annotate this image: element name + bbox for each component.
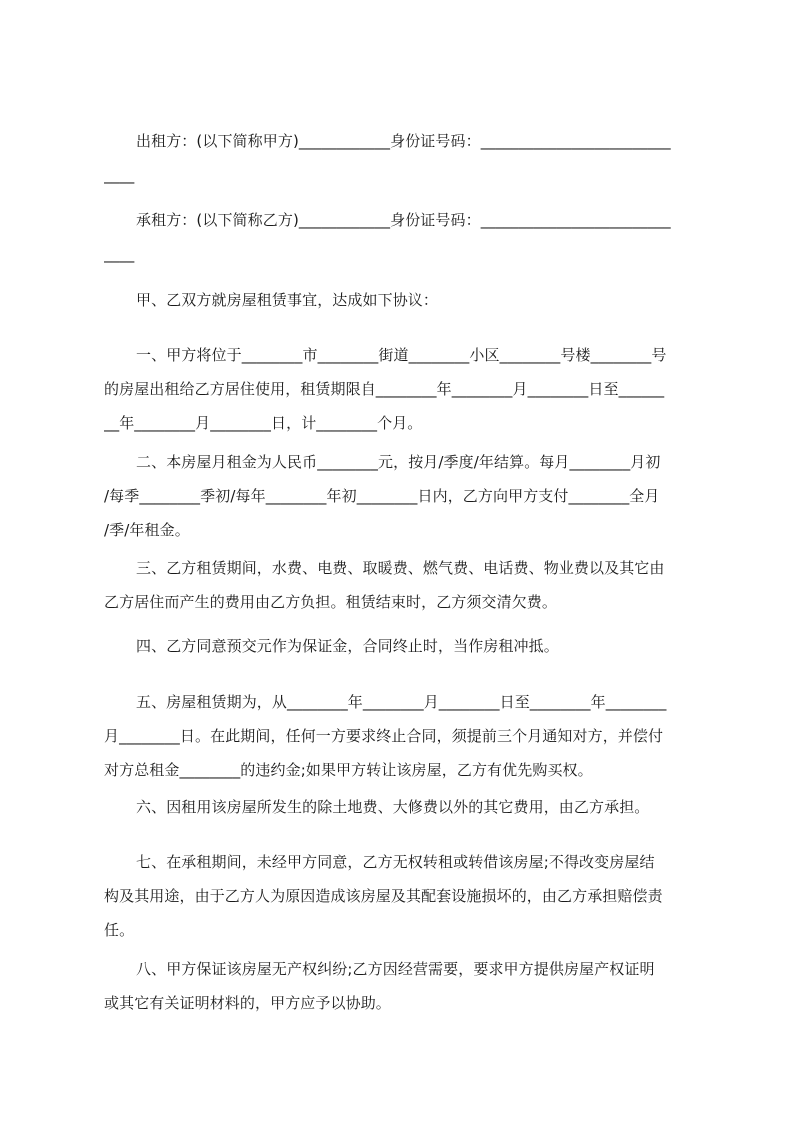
- agreement-intro: [104, 283, 700, 317]
- clause-8-line-2: 或其它有关证明材料的，甲方应予以协助。: [104, 994, 391, 1012]
- clause-5-line-2: 月________日。在此期间，任何一方要求终止合同，须提前三个月通知对方，并偿付: [104, 727, 664, 745]
- clause-4: [104, 629, 700, 663]
- clause-5-line-3: 对方总租金________的违约金;如果甲方转让该房屋，乙方有优先购买权。: [104, 761, 593, 779]
- clause-7-line-2: 构及其用途，由于乙方人为原因造成该房屋及其配套设施损坏的，由乙方承担赔偿责: [104, 887, 663, 905]
- clause-1-line-2: 的房屋出租给乙方居住使用，租赁期限自________年________月________日至______: [104, 380, 665, 398]
- lessee-line-1: 承租方：(以下简称乙方)____________身份证号码：_________________________: [136, 211, 671, 229]
- lessor-line-1: 出租方：(以下简称甲方)____________身份证号码：_________________________: [136, 132, 671, 150]
- clause-3: [104, 551, 700, 619]
- clause-8-line-1: 八、甲方保证该房屋无产权纠纷;乙方因经营需要，要求甲方提供房屋产权证明: [136, 960, 655, 978]
- clause-6: [104, 790, 700, 824]
- clause-1: [104, 338, 700, 440]
- clause-7-line-3: 任。: [104, 921, 135, 939]
- clause-3-line-1: 三、乙方租赁期间，水费、电费、取暖费、燃气费、电话费、物业费以及其它由: [136, 559, 665, 577]
- clause-2-line-2: /每季________季初/每年________年初________日内，乙方向甲方支付________全月: [104, 487, 660, 505]
- clause-6-line-1: 六、因租用该房屋所发生的除土地费、大修费以外的其它费用，由乙方承担。: [136, 798, 650, 816]
- clause-4-line-1: 四、乙方同意预交元作为保证金，合同终止时，当作房租冲抵。: [136, 637, 559, 655]
- clause-5-line-1: 五、房屋租赁期为，从________年________月________日至________年________: [136, 693, 667, 711]
- intro-line: 甲、乙双方就房屋租赁事宜，达成如下协议：: [136, 291, 439, 309]
- lessor-info: [104, 124, 700, 192]
- clause-3-line-2: 乙方居住而产生的费用由乙方负担。租赁结束时，乙方须交清欠费。: [104, 593, 558, 611]
- clause-1-line-3: __年________月________日，计________个月。: [104, 414, 423, 432]
- clause-1-line-1: 一、甲方将位于________市________街道________小区________号楼________号: [136, 346, 667, 364]
- clause-2-line-1: 二、本房屋月租金为人民币________元，按月/季度/年结算。每月________月初: [136, 453, 661, 471]
- clause-2-line-3: /季/年租金。: [104, 521, 190, 539]
- clause-2: [104, 445, 700, 547]
- lessor-line-2: ____: [104, 166, 135, 184]
- lessee-line-2: ____: [104, 245, 135, 263]
- clause-7: [104, 845, 700, 947]
- clause-5: [104, 685, 700, 787]
- lessee-info: [104, 203, 700, 271]
- clause-7-line-1: 七、在承租期间，未经甲方同意，乙方无权转租或转借该房屋;不得改变房屋结: [136, 853, 655, 871]
- clause-8: [104, 952, 700, 1020]
